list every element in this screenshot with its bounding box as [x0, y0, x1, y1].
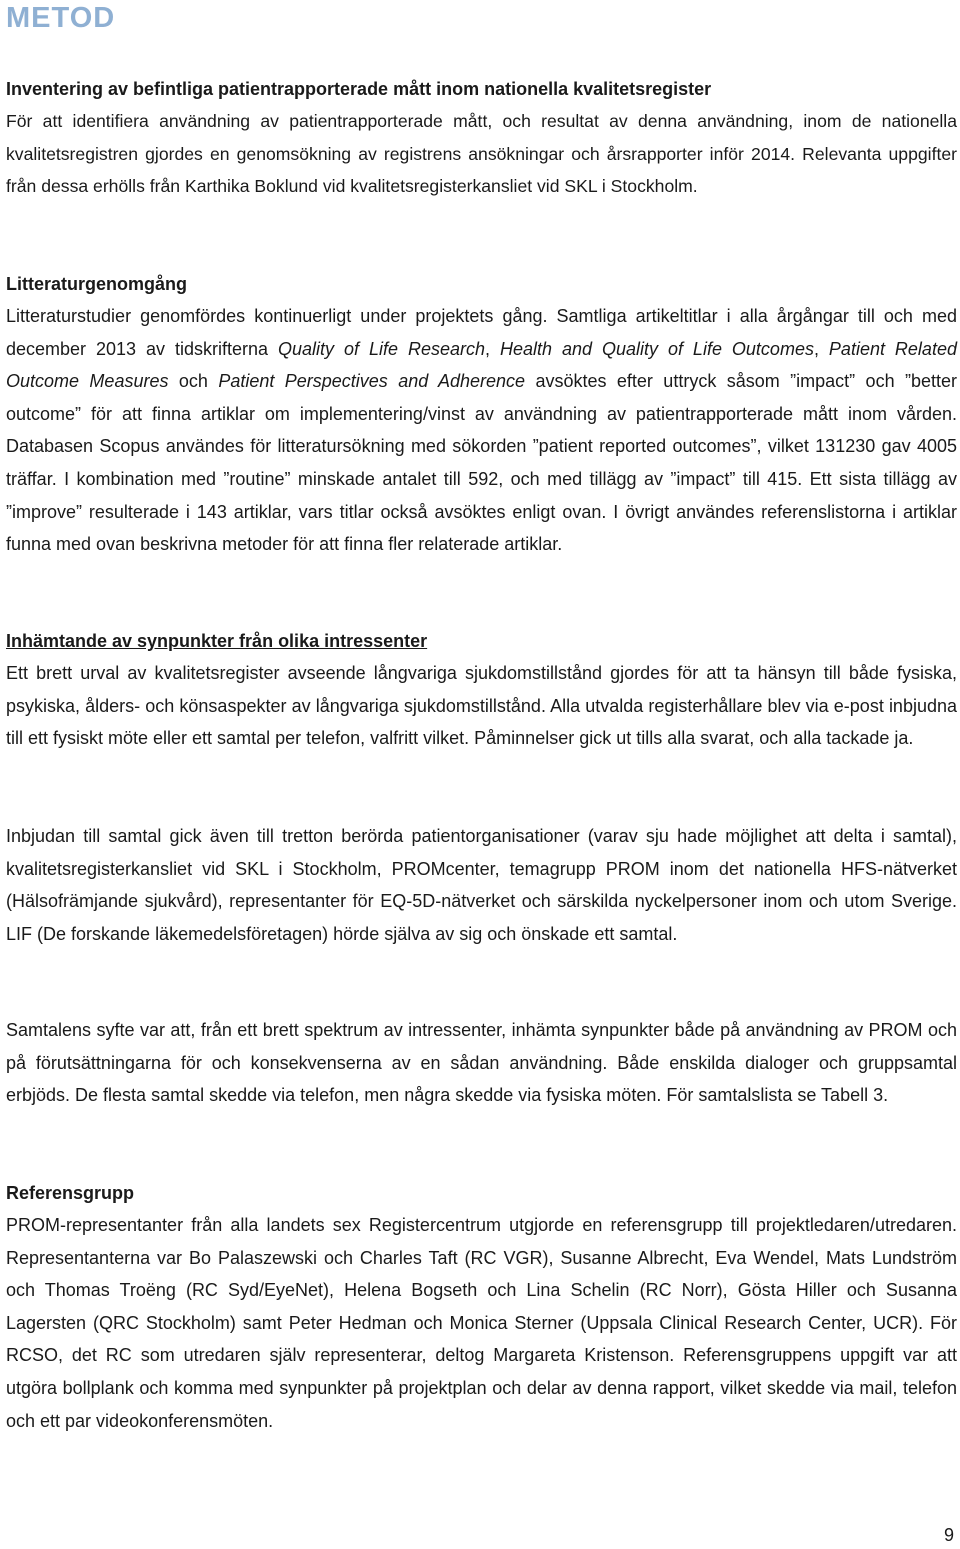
journal-title: Patient Related Outcome Measures — [6, 338, 957, 392]
section-stakeholders-purpose — [6, 1014, 957, 1112]
section-inventory — [6, 73, 957, 203]
journal-title: Health and Quality of Life Outcomes — [499, 338, 814, 359]
page-title: METOD — [6, 2, 116, 34]
page-number: 9 — [943, 1525, 954, 1545]
section-stakeholders-invite — [6, 820, 957, 950]
section-paragraph: PROM-representanter från alla landets sex Registercentrum utgjorde en referensgrupp till projektledaren/utredaren. Representanterna var Bo Palaszewski och Charles Taft (RC VGR), Susanne Albrecht, Eva Wendel, Mats Lundström och Thomas Troëng (RC Syd/EyeNet), Helena Bogseth och Lina Schelin (RC Norr), Gösta Hiller och Susanna Lagersten (QRC Stockholm) samt Peter Hedman och Monica Sterner (Uppsala Clinical Research Center, UCR). För RCSO, det RC som utredaren själv representerar, deltog Margareta Kristenson. Referensgruppens uppgift var att utgöra bollplank och komma med synpunkter på projektplan och delar av denna rapport, vilket skedde via mail, telefon och ett par videokonferensmöten. — [6, 1215, 957, 1431]
paragraph-text: Litteraturstudier genomfördes kontinuerligt under projektets gång. Samtliga artikeltitlar i alla årgångar till och med december 2013 av tidskrifterna — [6, 306, 957, 359]
section-stakeholders — [6, 625, 957, 755]
section-heading: Inhämtande av synpunkter från olika intressenter — [6, 631, 428, 651]
section-paragraph — [6, 300, 957, 561]
separator-text: , — [813, 338, 829, 359]
section-reference-group — [6, 1177, 957, 1437]
separator-text: och — [168, 371, 219, 392]
section-paragraph: För att identifiera användning av patientrapporterade mått, och resultat av denna användning, inom de nationella kvalitetsregistren gjordes en genomsökning av registrens ansökningar och årsrapporter inför 2014. Relevanta uppgifter från dessa erhölls från Karthika Boklund vid kvalitetsregisterkansliet vid SKL i Stockholm. — [6, 111, 957, 197]
section-heading: Referensgrupp — [6, 1183, 135, 1203]
section-paragraph: Ett brett urval av kvalitetsregister avseende långvariga sjukdomstillstånd gjordes för att ta hänsyn till både fysiska, psykiska, ålders- och könsaspekter av långvariga sjukdomstillstånd. Alla utvalda registerhållare blev via e-post inbjudna till ett fysiskt möte eller ett samtal per telefon, valfritt vilket. Påminnelser gick ut tills alla svarat, och alla tackade ja. — [6, 663, 957, 749]
section-paragraph: Inbjudan till samtal gick även till tretton berörda patientorganisationer (varav sju hade möjlighet att delta i samtal), kvalitetsregisterkansliet vid SKL i Stockholm, PROMcenter, temagrupp PROM inom det nationella HFS-nätverket (Hälsofrämjande sjukvård), representanter för EQ-5D-nätverket och särskilda nyckelpersoner inom och utom Sverige. LIF (De forskande läkemedelsföretagen) hörde själva av sig och önskade ett samtal. — [6, 826, 957, 944]
section-heading: Inventering av befintliga patientrapporterade mått inom nationella kvalitetsregister — [6, 79, 712, 99]
separator-text: , — [485, 338, 500, 359]
journal-title: Patient Perspectives and Adherence — [218, 371, 526, 392]
paragraph-text: avsöktes efter uttryck såsom ”impact” och ”better outcome” för att finna artiklar om implementering/vinst av användning av patientrapporterade mått inom vården. Databasen Scopus användes för litteratursökning med sökorden ”patient reported outcomes”, vilket 131230 gav 4005 träffar. I kombination med ”routine” minskade antalet till 592, och med tillägg av ”impact” till 415. Ett sista tillägg av ”improve” resulterade i 143 artiklar, vars titlar också avsöktes enligt ovan. I övrigt användes referenslistorna i artiklar funna med ovan beskrivna metoder för att finna fler relaterade artiklar. — [6, 371, 958, 555]
section-heading: Litteraturgenomgång — [6, 274, 188, 294]
section-paragraph: Samtalens syfte var att, från ett brett spektrum av intressenter, inhämta synpunkter både på användning av PROM och på förutsättningarna för och konsekvenserna av en sådan användning. Både enskilda dialoger och gruppsamtal erbjöds. De flesta samtal skedde via telefon, men några skedde via fysiska möten. För samtalslista se Tabell 3. — [6, 1020, 957, 1106]
section-literature — [6, 268, 957, 561]
journal-title: Quality of Life Research — [278, 338, 485, 359]
